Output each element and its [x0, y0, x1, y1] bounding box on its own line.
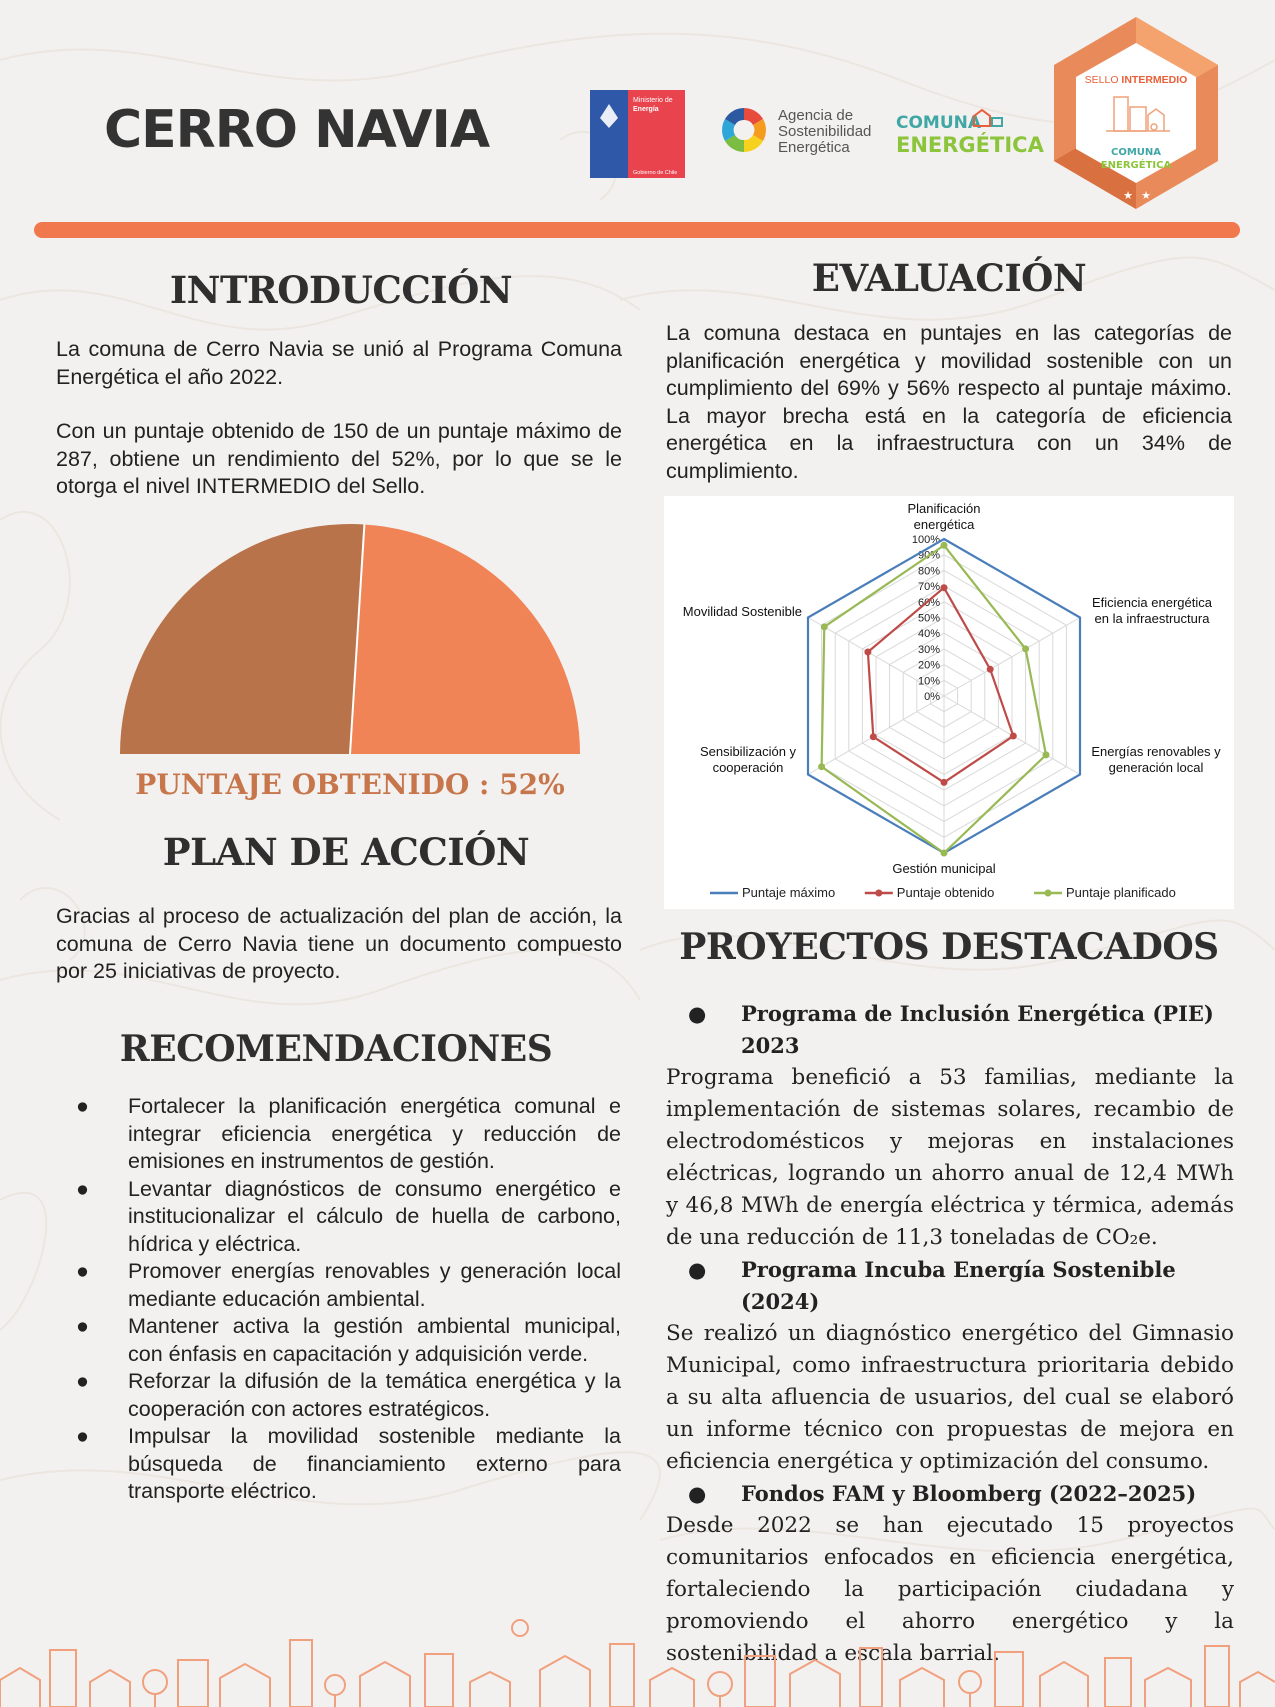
radar-tick-label: 10% [917, 675, 940, 688]
series-point-3 [941, 542, 948, 549]
ministerio-footer: Gobierno de Chile [633, 170, 678, 176]
radar-tick-label: 20% [917, 659, 940, 672]
series-point-3 [941, 850, 948, 857]
city-skyline-illustration [0, 1610, 1275, 1707]
radar-tick-label: 30% [917, 643, 940, 656]
series-point-2 [870, 733, 877, 740]
bullet-icon: ● [688, 1001, 707, 1026]
agencia-line3: Energética [778, 139, 850, 156]
recommendation-item [56, 1093, 621, 1176]
bullet-icon: ● [76, 1176, 89, 1201]
radar-axis-label: Eficiencia energética [1092, 595, 1212, 610]
radar-tick-label: 0% [924, 691, 940, 703]
score-slice [120, 524, 364, 754]
page-title: CERRO NAVIA [104, 100, 490, 160]
agencia-line2: Sostenibilidad [778, 123, 872, 140]
radar-axis-label: Energías renovables y [1091, 744, 1221, 759]
radar-tick-label: 40% [917, 628, 940, 641]
project-description: Desde 2022 se han ejecutado 15 proyectos comunitarios enfocados en eficiencia energética, fortaleciendo la participación ciudadana y promoviendo el ahorro energético y la sostenibilidad a escala barrial. [666, 1513, 1234, 1666]
intro-text [56, 336, 622, 501]
header-divider [34, 222, 1240, 238]
recommendation-text: Levantar diagnósticos de consumo energético e institucionalizar el cálculo de huella de carbono, hídrica y eléctrica. [128, 1176, 621, 1256]
evaluacion-text: La comuna destaca en puntajes en las categorías de planificación energética y movilidad sostenible con un cumplimiento del 69% y 56% respecto al puntaje máximo. La mayor brecha está en la categoría de eficiencia energética en la infraestructura con un 34% de cumplimiento. [666, 321, 1232, 483]
recommendation-text: Fortalecer la planificación energética comunal e integrar eficiencia energética y reducción de emisiones en instrumentos de gestión. [128, 1094, 621, 1173]
radar-axis-label: en la infraestructura [1094, 611, 1210, 626]
series-point-2 [941, 779, 948, 786]
series-point-2 [941, 584, 948, 591]
legend-label: Puntaje máximo [742, 885, 836, 900]
bullet-icon: ● [76, 1094, 89, 1118]
series-point-2 [1010, 733, 1017, 740]
project-title [666, 1478, 1234, 1510]
badge-prefix: SELLO [1084, 74, 1119, 86]
plan-heading: PLAN DE ACCIÓN [162, 830, 530, 874]
recommendation-item [56, 1258, 621, 1313]
series-point-3 [1043, 751, 1050, 758]
project-title-text: Fondos FAM y Bloomberg (2022–2025) [741, 1481, 1197, 1506]
badge-star-icon: ★ [1123, 190, 1133, 202]
series-point-2 [864, 649, 871, 656]
bullet-icon: ● [688, 1257, 707, 1282]
legend-marker [875, 890, 882, 897]
badge-line1: COMUNA [1110, 147, 1162, 158]
recommendation-item [56, 1423, 621, 1506]
bullet-icon: ● [76, 1369, 89, 1393]
legend-label: Puntaje planificado [1066, 885, 1176, 900]
radar-axis-label: generación local [1108, 760, 1204, 775]
ministerio-line1: Ministerio de [633, 97, 673, 104]
radar-tick-label: 70% [917, 581, 940, 594]
radar-chart [664, 496, 1234, 909]
legend-marker [1045, 890, 1052, 897]
legend-label: Puntaje obtenido [896, 885, 995, 900]
comuna-energetica-logo [896, 108, 1044, 160]
projects-list [666, 998, 1234, 1670]
series-point-3 [818, 763, 825, 770]
badge-level: INTERMEDIO [1121, 74, 1188, 86]
ministerio-line2: Energía [633, 106, 659, 113]
bullet-icon: ● [76, 1314, 89, 1338]
agencia-sostenibilidad-logo [716, 100, 876, 160]
intro-heading: INTRODUCCIÓN [169, 268, 513, 312]
series-point-3 [1022, 645, 1029, 652]
project-title [666, 1254, 1234, 1318]
badge-star-icon: ★ [1141, 190, 1151, 202]
series-point-3 [821, 623, 828, 630]
project-title-text: Programa de Inclusión Energética (PIE) 2023 [741, 1001, 1214, 1058]
intro-paragraph-1: La comuna de Cerro Navia se unió al Programa Comuna Energética el año 2022. [56, 337, 622, 389]
ministerio-energia-logo [590, 90, 685, 178]
series-point-2 [987, 666, 994, 673]
recommendation-text: Reforzar la difusión de la temática energética y la cooperación con actores estratégicos. [128, 1369, 621, 1421]
radar-axis-label: Movilidad Sostenible [682, 604, 802, 619]
recommendation-text: Promover energías renovables y generación local mediante educación ambiental. [128, 1259, 621, 1311]
recommendations-list [56, 1093, 621, 1506]
badge-line2: ENERGÉTICA [1100, 160, 1172, 171]
comuna-logo-line1: COMUNA [896, 113, 982, 133]
project-description: Se realizó un diagnóstico energético del Gimnasio Municipal, como infraestructura prioritaria debido a su alta afluencia de usuarios, del cual se elaboró un informe técnico con propuestas de mejora en eficiencia energética y optimización del consumo. [666, 1321, 1234, 1474]
radar-axis-label: energética [913, 517, 975, 532]
score-label: PUNTAJE OBTENIDO : 52% [135, 768, 565, 801]
plan-text: Gracias al proceso de actualización del plan de acción, la comuna de Cerro Navia tiene un documento compuesto por 25 iniciativas de proyecto. [56, 904, 622, 983]
evaluacion-heading: EVALUACIÓN [811, 256, 1087, 300]
recommendation-text: Mantener activa la gestión ambiental municipal, con énfasis en capacitación y adquisición verde. [128, 1314, 621, 1366]
project-title [666, 998, 1234, 1062]
bullet-icon: ● [688, 1481, 707, 1506]
sello-intermedio-badge [1050, 15, 1222, 211]
recommendation-text: Impulsar la movilidad sostenible mediante la búsqueda de financiamiento externo para transporte eléctrico. [128, 1424, 621, 1503]
intro-paragraph-2: Con un puntaje obtenido de 150 de un puntaje máximo de 287, obtiene un rendimiento del 52%, por lo que se le otorga el nivel INTERMEDIO del Sello. [56, 419, 622, 498]
radar-tick-label: 50% [917, 612, 940, 625]
recomendaciones-heading: RECOMENDACIONES [119, 1028, 553, 1070]
bullet-icon: ● [76, 1259, 89, 1283]
radar-tick-label: 90% [917, 549, 940, 562]
recommendation-item [56, 1313, 621, 1368]
radar-axis-label: Gestión municipal [892, 861, 996, 876]
proyectos-heading: PROYECTOS DESTACADOS [679, 926, 1219, 968]
remaining-slice [350, 525, 580, 755]
project-title-text: Programa Incuba Energía Sostenible (2024) [741, 1257, 1176, 1314]
bullet-icon: ● [76, 1424, 89, 1448]
agencia-line1: Agencia de [778, 107, 854, 124]
radar-axis-label: Planificación [907, 501, 981, 516]
recommendation-item [56, 1176, 621, 1259]
recommendation-item [56, 1368, 621, 1423]
svg-text:SELLO INTERMEDIO [1085, 74, 1188, 86]
radar-tick-label: 100% [911, 534, 940, 546]
comuna-logo-line2: ENERGÉTICA [896, 133, 1044, 157]
radar-tick-label: 80% [917, 565, 940, 578]
radar-axis-label: cooperación [712, 760, 784, 775]
radar-axis-label: Sensibilización y [699, 744, 797, 759]
radar-tick-label: 60% [917, 596, 940, 609]
project-description: Programa benefició a 53 familias, mediante la implementación de sistemas solares, recambio de electrodomésticos y mejoras en instalaciones eléctricas, logrando un ahorro anual de 12,4 MWh y 46,8 MWh de energía eléctrica y térmica, además de una reducción de 11,3 toneladas de CO₂e. [666, 1065, 1234, 1250]
score-half-pie [115, 522, 585, 758]
